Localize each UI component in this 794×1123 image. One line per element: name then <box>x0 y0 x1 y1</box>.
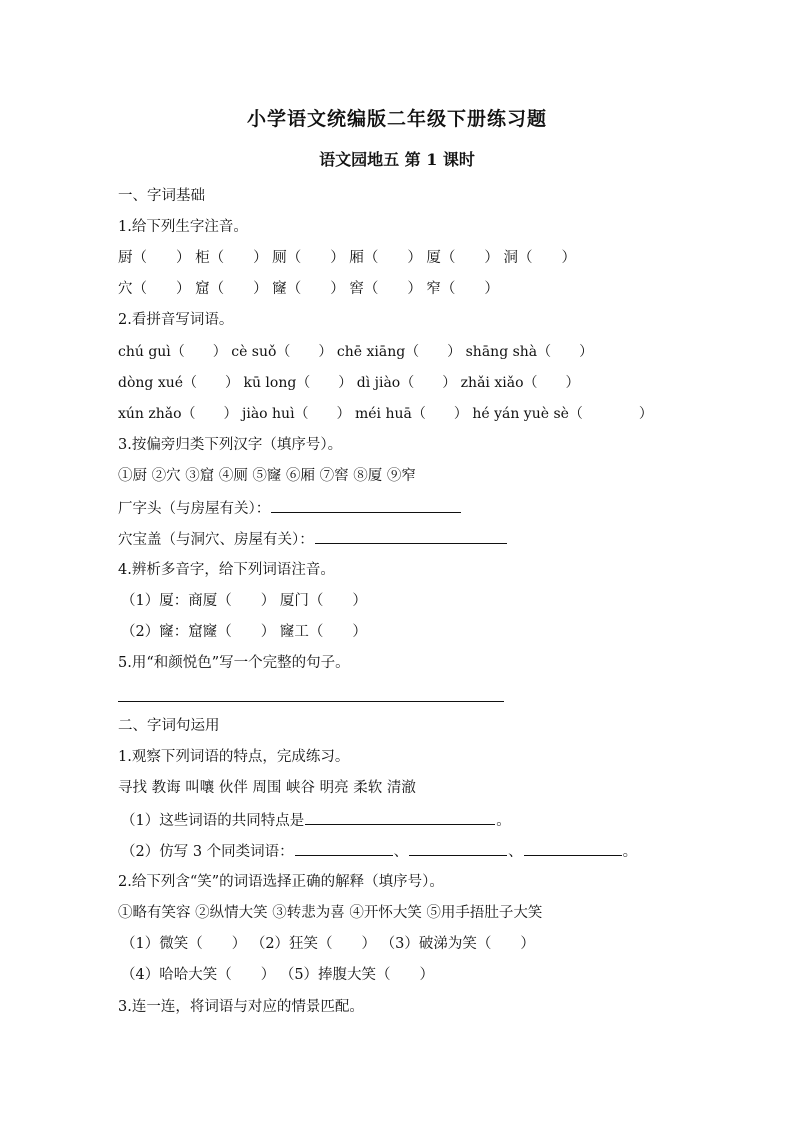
answer-blank[interactable] <box>271 498 461 513</box>
s2-q1-words: 寻找 教诲 叫嚷 伙伴 周围 峡谷 明亮 柔软 清澈 <box>118 780 416 796</box>
s1-q5-prompt: 5.用“和颜悦色”写一个完整的句子。 <box>118 655 350 671</box>
page-title: 小学语文统编版二年级下册练习题 <box>246 108 547 130</box>
s2-q1-item1 <box>121 810 511 830</box>
s1-q4-prompt: 4.辨析多音字，给下列词语注音。 <box>118 562 335 578</box>
s1-q1-prompt: 1.给下列生字注音。 <box>118 219 248 235</box>
item-text: （1）这些词语的共同特点是 <box>121 813 305 829</box>
s2-q2-options: ①略有笑容 ②纵情大笑 ③转悲为喜 ④开怀大笑 ⑤用手捂肚子大笑 <box>118 905 543 921</box>
s1-q2-row2: dòng xué（ ） kū long（ ） dì jiào（ ） zhǎi xiǎo（ ） <box>118 375 580 391</box>
s2-q2-prompt: 2.给下列含“笑”的词语选择正确的解释（填序号）。 <box>118 874 444 890</box>
s1-q3-prompt: 3.按偏旁归类下列汉字（填序号）。 <box>118 437 343 453</box>
category-label: 厂字头（与房屋有关）： <box>118 501 271 517</box>
answer-blank[interactable] <box>409 841 507 856</box>
item-text: （2）仿写 3 个同类词语： <box>121 844 294 860</box>
s2-q2-row1: （1）微笑（ ） （2）狂笑（ ） （3）破涕为笑（ ） <box>121 936 535 952</box>
item-end: 。 <box>496 813 511 829</box>
sentence-answer-line[interactable] <box>118 701 504 702</box>
s1-q4-item2: （2）窿：窟窿（ ） 窿工（ ） <box>121 624 367 640</box>
s2-q3-prompt: 3.连一连，将词语与对应的情景匹配。 <box>118 999 364 1015</box>
comma: 、 <box>393 844 409 860</box>
answer-blank[interactable] <box>524 841 622 856</box>
period: 。 <box>622 844 638 860</box>
page-subtitle: 语文园地五 第 1 课时 <box>319 150 475 169</box>
s2-q1-item2 <box>121 841 637 861</box>
s1-q3-cat1 <box>118 498 462 518</box>
comma: 、 <box>508 844 523 860</box>
section2-heading: 二、字词句运用 <box>118 718 220 734</box>
answer-blank[interactable] <box>305 810 495 825</box>
s2-q2-row2: （4）哈哈大笑（ ） （5）捧腹大笑（ ） <box>121 967 435 983</box>
answer-blank[interactable] <box>315 529 507 544</box>
section1-heading: 一、字词基础 <box>118 188 205 204</box>
s1-q1-row1: 厨（ ） 柜（ ） 厕（ ） 厢（ ） 厦（ ） 洞（ ） <box>118 250 577 266</box>
category-label: 穴宝盖（与洞穴、房屋有关）： <box>118 532 314 548</box>
answer-blank[interactable] <box>295 841 393 856</box>
s1-q2-row1: chú guì（ ） cè suǒ（ ） chē xiāng（ ） shāng shà（ ） <box>118 344 594 360</box>
s2-q1-prompt: 1.观察下列词语的特点，完成练习。 <box>118 749 350 765</box>
s1-q1-row2: 穴（ ） 窟（ ） 窿（ ） 窖（ ） 窄（ ） <box>118 281 499 297</box>
s1-q2-prompt: 2.看拼音写词语。 <box>118 312 234 328</box>
s1-q3-options: ①厨 ②穴 ③窟 ④厕 ⑤窿 ⑥厢 ⑦窖 ⑧厦 ⑨窄 <box>118 468 416 484</box>
s1-q4-item1: （1）厦：商厦（ ） 厦门（ ） <box>121 593 367 609</box>
s1-q3-cat2 <box>118 529 508 549</box>
s1-q2-row3: xún zhǎo（ ） jiào huì（ ） méi huā（ ） hé yán yuè sè（ ） <box>118 406 653 422</box>
